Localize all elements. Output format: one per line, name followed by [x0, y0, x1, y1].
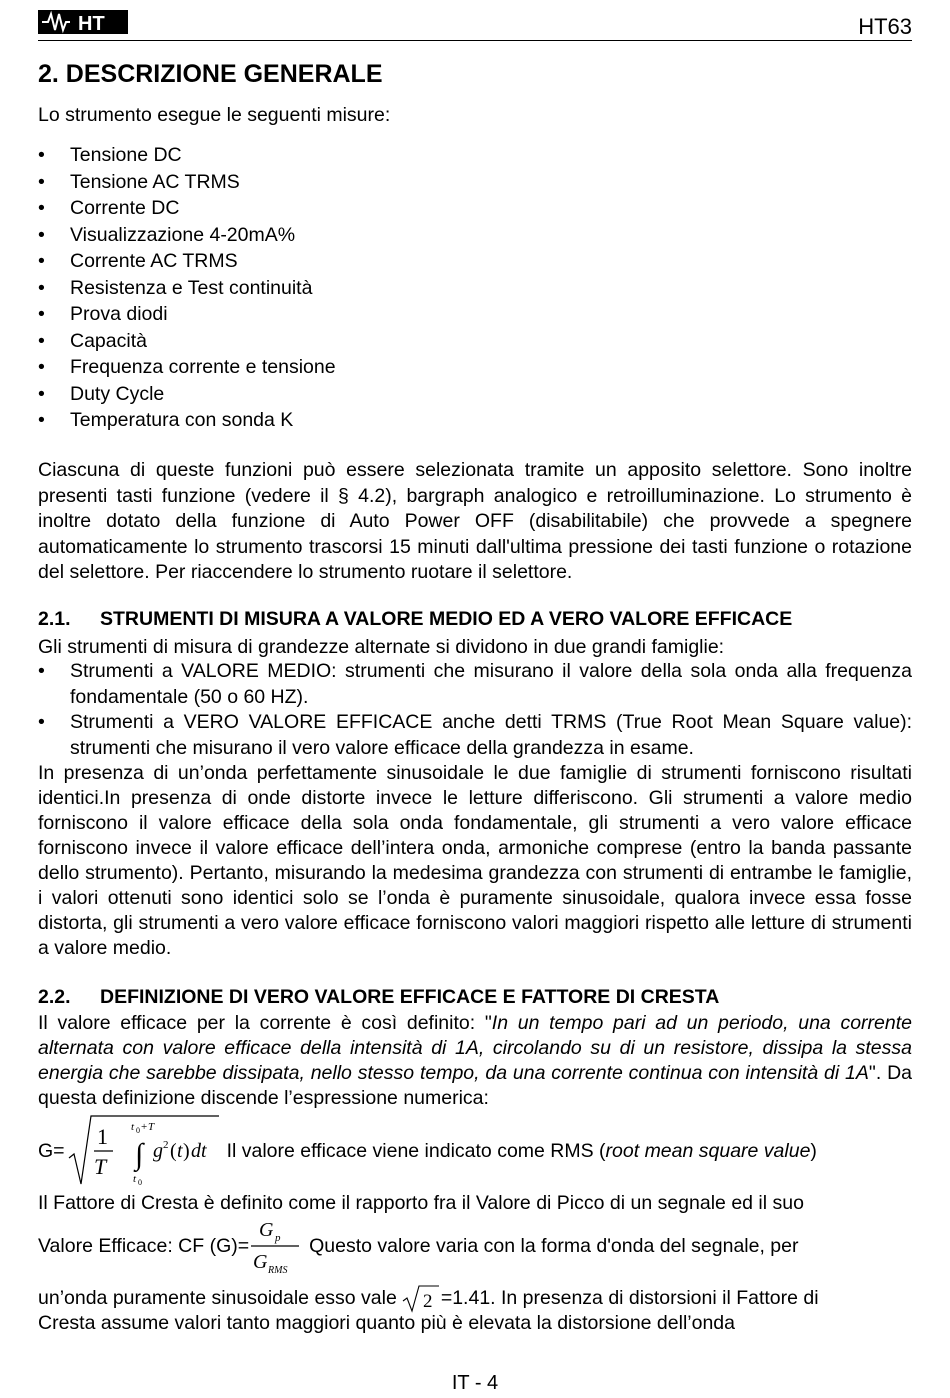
- crest-factor-line: Il Fattore di Cresta è definito come il rapporto fra il Valore di Picco di un segnale ed il suo: [38, 1192, 804, 1214]
- rms-definition: [38, 1011, 912, 1111]
- definition-italic: In un tempo pari ad un periodo, una corrente alternata con valore efficace della intensità di 1A, circolando su di un resistore, dissipa la stessa energia che sarebbe dissipata, nello stesso tempo, da una corrente continua con intensità di 1A: [38, 1012, 912, 1084]
- model-name: HT63: [858, 14, 912, 39]
- svg-text:+: +: [140, 1121, 147, 1133]
- definition-post: ". Da questa definizione discende l’espressione numerica:: [38, 1062, 912, 1109]
- section-2-1-heading: [38, 608, 912, 631]
- measure-item: • Frequenza corrente e tensione: [38, 354, 912, 381]
- rms-description: [227, 1140, 817, 1163]
- rms-italic: root mean square value: [605, 1139, 811, 1162]
- cf-label: Valore Efficace: CF (G)=: [38, 1234, 250, 1257]
- svg-text:dt: dt: [190, 1140, 207, 1162]
- section-2-2-heading: [38, 986, 912, 1009]
- svg-text:): ): [182, 1140, 190, 1162]
- measure-item: • Resistenza e Test continuità: [38, 275, 912, 302]
- rms-pre: Il valore efficace viene indicato come RMS (: [226, 1139, 606, 1162]
- section-number: 2.1.: [38, 608, 71, 630]
- rms-integral-formula: [65, 1114, 223, 1188]
- svg-text:t: t: [176, 1140, 183, 1162]
- rms-post: ): [810, 1139, 817, 1162]
- cf-formula-row: [38, 1216, 912, 1276]
- section-heading-text: DEFINIZIONE DI VERO VALORE EFFICACE E FATTORE DI CRESTA: [100, 986, 720, 1008]
- rms-formula-row: [38, 1114, 912, 1188]
- measure-item: • Corrente DC: [38, 195, 912, 222]
- family-item: • Strumenti a VERO VALORE EFFICACE anche detti TRMS (True Root Mean Square value): strumenti che misurano il vero valore efficace della grandezza in esame.: [38, 710, 912, 761]
- svg-text:RMS: RMS: [268, 1265, 288, 1276]
- svg-text:1: 1: [96, 1124, 108, 1149]
- paragraph-functions: Ciascuna di queste funzioni può essere selezionata tramite un apposito selettore. Sono inoltre presenti tasti funzione (vedere il § 4.2), bargraph analogico e retroilluminazione. Lo strumento è inoltre dotato della funzione di Auto Power OFF (disabilitabile) che provvede a spegnere automaticamente lo strumento trascorsi 15 minuti dall'ultima pressione dei tasti funzione o rotazione del selettore. Per riaccendere lo strumento ruotare il selettore.: [38, 459, 912, 583]
- measure-item: • Corrente AC TRMS: [38, 248, 912, 275]
- measure-item: • Temperatura con sonda K: [38, 407, 912, 434]
- svg-text:2: 2: [162, 1139, 169, 1151]
- svg-text:0: 0: [135, 1126, 140, 1135]
- definition-pre: Il valore efficace per la corrente è così definito: ": [38, 1012, 492, 1034]
- families-list: [38, 659, 912, 761]
- svg-text:G: G: [253, 1251, 268, 1273]
- families-intro: Gli strumenti di misura di grandezze alternate si dividono in due grandi famiglie:: [38, 636, 725, 658]
- measure-item: • Visualizzazione 4-20mA%: [38, 222, 912, 249]
- svg-text:0: 0: [137, 1178, 142, 1187]
- svg-text:T: T: [93, 1154, 106, 1179]
- section-number: 2.2.: [38, 986, 71, 1008]
- svg-text:t: t: [132, 1173, 136, 1185]
- svg-text:∫: ∫: [134, 1138, 143, 1171]
- measure-item: • Tensione AC TRMS: [38, 169, 912, 196]
- g-label: G=: [38, 1139, 65, 1162]
- sine-value: =1.41. In presenza di distorsioni il Fattore di: [440, 1286, 819, 1309]
- svg-text:G: G: [259, 1219, 274, 1241]
- svg-text:g: g: [152, 1140, 163, 1162]
- header-divider: [38, 40, 912, 41]
- svg-text:T: T: [147, 1121, 154, 1133]
- section-heading-text: STRUMENTI DI MISURA A VALORE MEDIO ED A VERO VALORE EFFICACE: [100, 608, 793, 630]
- sqrt-two-formula: [401, 1283, 441, 1313]
- measures-list: [38, 142, 912, 434]
- measure-item: • Tensione DC: [38, 142, 912, 169]
- section-title: 2. DESCRIZIONE GENERALE: [38, 60, 383, 88]
- ht-logo: [38, 8, 130, 36]
- measure-item: • Prova diodi: [38, 301, 912, 328]
- intro-text: Lo strumento esegue le seguenti misure:: [38, 104, 391, 126]
- svg-text:t: t: [130, 1121, 134, 1133]
- family-item: • Strumenti a VALORE MEDIO: strumenti che misurano il valore della sola onda alla frequenza fondamentale (50 o 60 HZ).: [38, 659, 912, 710]
- paragraph-trms: In presenza di un’onda perfettamente sinusoidale le due famiglie di strumenti forniscono risultati identici.In presenza di onde distorte invece le letture differiscono. Gli strumenti a valore medio forniscono il valore efficace della sola onda fondamentale, gli strumenti a vero valore efficace forniscono invece il valore efficace dell’intera onda, armoniche comprese (entro la banda passante dello strumento). Pertanto, misurando la medesima grandezza con strumenti di entrambe le famiglie, i valori ottenuti sono identici solo se l’onda è puramente sinusoidale, qualora invece essa fosse distorta, gli strumenti a vero valore efficace forniscono valori maggiori rispetto alle letture di strumenti a valore medio.: [38, 762, 912, 959]
- svg-text:p: p: [275, 1232, 281, 1244]
- svg-text:(: (: [169, 1140, 177, 1162]
- sine-pre: un’onda puramente sinusoidale esso vale: [38, 1286, 397, 1309]
- cf-description: Questo valore varia con la forma d'onda del segnale, per: [309, 1234, 799, 1257]
- measure-item: • Capacità: [38, 328, 912, 355]
- page-number: IT - 4: [451, 1372, 499, 1394]
- crest-final-line: Cresta assume valori tanto maggiori quanto più è elevata la distorsione dell’onda: [38, 1312, 735, 1334]
- cf-fraction-formula: [249, 1216, 307, 1276]
- svg-text:HT: HT: [78, 13, 105, 35]
- measure-item: • Duty Cycle: [38, 381, 912, 408]
- svg-text:2: 2: [422, 1291, 433, 1312]
